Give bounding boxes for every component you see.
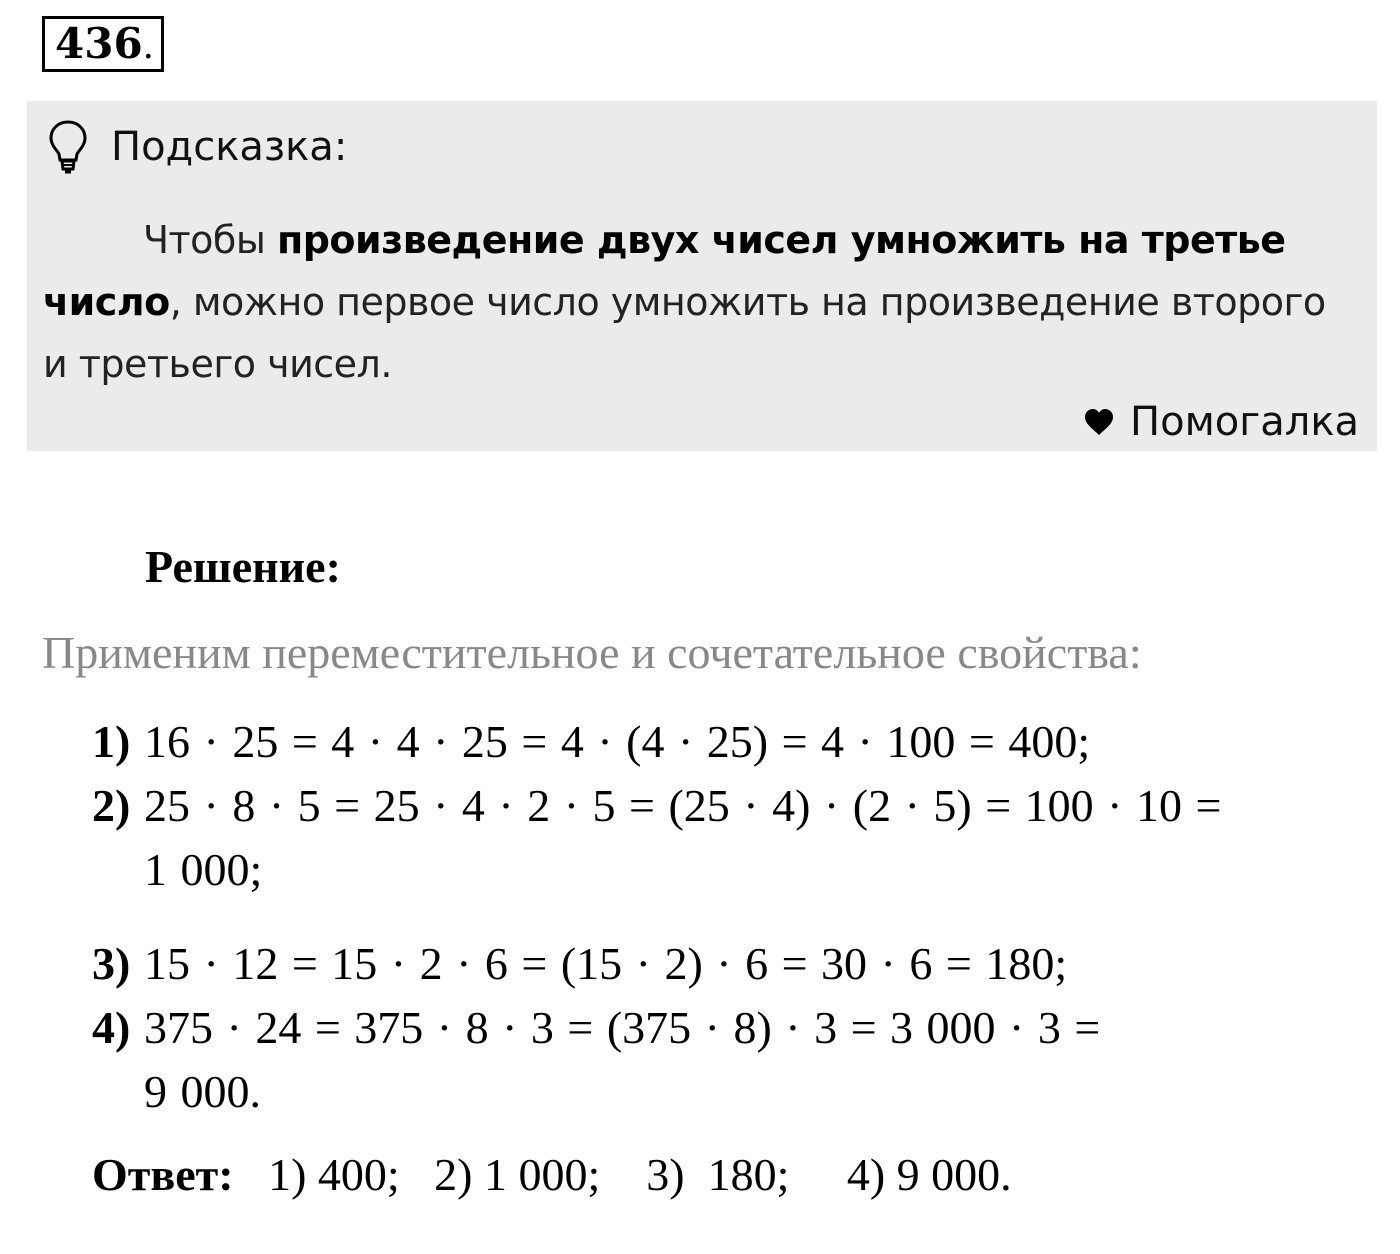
answer-line: [92, 1148, 1012, 1201]
solution-step-2: [92, 774, 1382, 902]
hint-box: [27, 101, 1377, 451]
step-expression: 16 · 25 = 4 · 4 · 25 = 4 · (4 · 25) = 4 · 100 = 400;: [144, 716, 1091, 767]
answer-label: Ответ:: [92, 1149, 234, 1200]
solution-step-3: [92, 932, 1382, 996]
answer-values: 1) 400; 2) 1 000; 3) 180; 4) 9 000.: [233, 1149, 1012, 1200]
step-expression-continued: 1 000;: [144, 844, 263, 895]
solution-step-4: [92, 996, 1382, 1124]
task-number: 436: [55, 19, 143, 68]
step-label: 2): [92, 780, 131, 831]
step-expression: 375 · 24 = 375 · 8 · 3 = (375 · 8) · 3 = 3 000 · 3 =: [144, 1002, 1101, 1053]
solution-intro: Применим переместительное и сочетательное свойства:: [42, 627, 1142, 678]
brand-name: Помогалка: [1130, 399, 1359, 445]
hint-header: [47, 117, 347, 177]
step-label: 3): [92, 938, 131, 989]
step-label: 1): [92, 716, 131, 767]
lightbulb-icon: [47, 119, 89, 175]
task-number-box: [42, 16, 164, 72]
heart-icon: [1084, 408, 1114, 436]
hint-text: [43, 209, 1353, 395]
step-expression: 25 · 8 · 5 = 25 · 4 · 2 · 5 = (25 · 4) · (2 · 5) = 100 · 10 =: [144, 780, 1222, 831]
hint-text-bold: произведение двух чисел умножить на третье число: [43, 218, 1286, 324]
hint-text-intro: Чтобы: [143, 218, 277, 262]
step-label: 4): [92, 1002, 131, 1053]
solution-step-1: [92, 710, 1382, 774]
solution-title: Решение:: [145, 541, 341, 592]
step-expression: 15 · 12 = 15 · 2 · 6 = (15 · 2) · 6 = 30 · 6 = 180;: [144, 938, 1068, 989]
step-expression-continued: 9 000.: [144, 1066, 261, 1117]
hint-title: Подсказка:: [111, 124, 348, 170]
hint-text-rest: , можно первое число умножить на произведение второго и третьего чисел.: [43, 280, 1326, 386]
brand-label: [1084, 399, 1359, 445]
task-number-dot: .: [142, 26, 155, 67]
